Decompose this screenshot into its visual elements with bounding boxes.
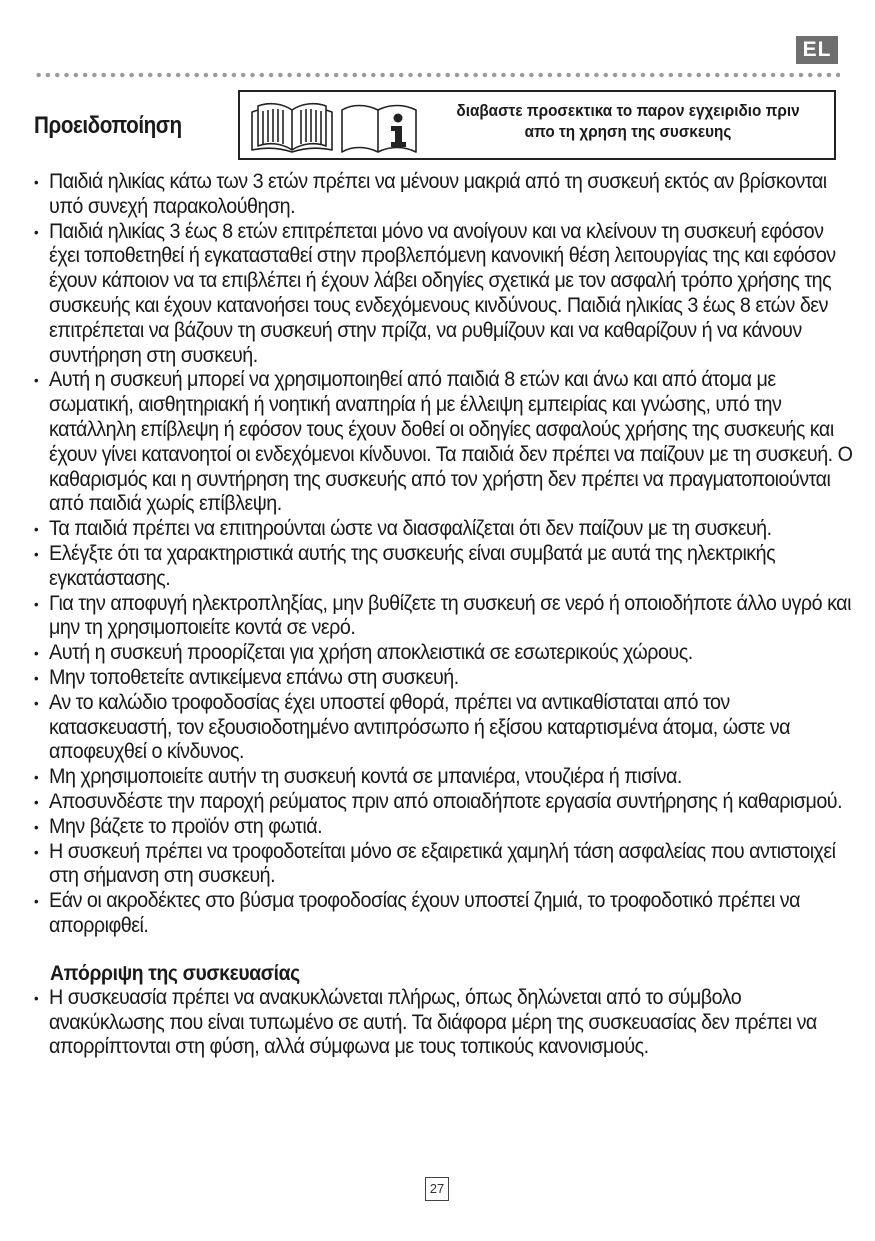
warning-item: • Παιδιά ηλικίας 3 έως 8 ετών επιτρέπεται μόνο να ανοίγουν και να κλείνουν τη συσκευή εφόσον έχει τοποθετηθεί ή εγκατασταθεί στην προβλεπόμενη κανονική θέση λειτουργίας της και εφόσον έχουν κάποιον να τα επιβλέπει ή έχουν λάβει οδηγίες σχετικά με τον ασφαλή τρόπο χρήσης της συσκευής και έχουν κατανοήσει τους ενδεχόμενους κινδύνους. Παιδιά ηλικίας 3 έως 8 ετών δεν επιτρέπεται να βάζουν τη συσκευή στην πρίζα, να ρυθμίζουν και να καθαρίζουν ή να κάνουν συντήρηση στη συσκευή.	[34, 220, 856, 369]
dotted-divider	[34, 72, 840, 78]
warning-item: • Παιδιά ηλικίας κάτω των 3 ετών πρέπει να μένουν μακριά από τη συσκευή εκτός αν βρίσκονται υπό συνεχή παρακολούθηση.	[34, 170, 856, 220]
warning-item: • Αν το καλώδιο τροφοδοσίας έχει υποστεί φθορά, πρέπει να αντικαθίσταται από τον κατασκευαστή, τον εξουσιοδοτημένο αντιπρόσωπο ή εξίσου καταρτισμένα άτομα, ώστε να αποφευχθεί ο κίνδυνος.	[34, 691, 856, 765]
warning-item: • Για την αποφυγή ηλεκτροπληξίας, μην βυθίζετε τη συσκευή σε νερό ή οποιοδήποτε άλλο υγρό και μην τη χρησιμοποιείτε κοντά σε νερό.	[34, 592, 856, 642]
open-book-icon	[248, 98, 336, 154]
section-title: Προειδοποίηση	[34, 112, 182, 139]
warning-item: • Αυτή η συσκευή προορίζεται για χρήση αποκλειστικά σε εσωτερικούς χώρους.	[34, 641, 856, 666]
warning-item: • Η συσκευή πρέπει να τροφοδοτείται μόνο σε εξαιρετικά χαμηλή τάση ασφαλείας που αντιστοιχεί στη σήμανση στη συσκευή.	[34, 840, 856, 890]
warning-list	[34, 170, 853, 939]
disposal-title: Απόρριψη της συσκευασίας	[50, 961, 300, 985]
language-badge: EL	[796, 36, 838, 64]
disposal-list	[34, 986, 840, 1060]
warnings-content	[34, 170, 853, 1060]
warning-item: • Μην βάζετε το προϊόν στη φωτιά.	[34, 815, 856, 840]
read-manual-notice	[238, 90, 836, 160]
warning-item: • Μη χρησιμοποιείτε αυτήν τη συσκευή κοντά σε μπανιέρα, ντουζιέρα ή πισίνα.	[34, 765, 856, 790]
disposal-item: • Η συσκευασία πρέπει να ανακυκλώνεται πλήρως, όπως δηλώνεται από το σύμβολο ανακύκλωσης που είναι τυπωμένο σε αυτή. Τα διάφορα μέρη της συσκευασίας δεν πρέπει να απορρίπτονται στη φύση, αλλά σύμφωνα με τους τοπικούς κανονισμούς.	[34, 986, 856, 1060]
warning-item: • Ελέγξτε ότι τα χαρακτηριστικά αυτής της συσκευής είναι συμβατά με αυτά της ηλεκτρικής εγκατάστασης.	[34, 542, 856, 592]
warning-item: • Τα παιδιά πρέπει να επιτηρούνται ώστε να διασφαλίζεται ότι δεν παίζουν με τη συσκευή.	[34, 517, 856, 542]
warning-item: • Μην τοποθετείτε αντικείμενα επάνω στη συσκευή.	[34, 666, 856, 691]
page-number: 27	[425, 1177, 449, 1201]
warning-item: • Εάν οι ακροδέκτες στο βύσμα τροφοδοσίας έχουν υποστεί ζημιά, το τροφοδοτικό πρέπει να απορριφθεί.	[34, 889, 856, 939]
notice-text: διαβαστε προσεκτικα το παρον εγχειριδιο πριν απο τη χρηση της συσκευης	[456, 101, 800, 141]
warning-item: • Αποσυνδέστε την παροχή ρεύματος πριν από οποιαδήποτε εργασία συντήρησης ή καθαρισμού.	[34, 790, 856, 815]
warning-item: • Αυτή η συσκευή μπορεί να χρησιμοποιηθεί από παιδιά 8 ετών και άνω και από άτομα με σωματική, αισθητηριακή ή νοητική αναπηρία ή με έλλειψη εμπειρίας και γνώσης, υπό την κατάλληλη επίβλεψη ή εφόσον τους έχουν δοθεί οι οδηγίες ασφαλούς χρήσης της συσκευής και έχουν γίνει κατανοητοί οι ενδεχόμενοι κίνδυνοι. Τα παιδιά δεν πρέπει να παίζουν με τη συσκευή. Ο καθαρισμός και η συντήρηση της συσκευής από τον χρήστη δεν πρέπει να πραγματοποιούνται από παιδιά χωρίς επίβλεψη.	[34, 368, 856, 517]
information-icon	[338, 98, 420, 154]
